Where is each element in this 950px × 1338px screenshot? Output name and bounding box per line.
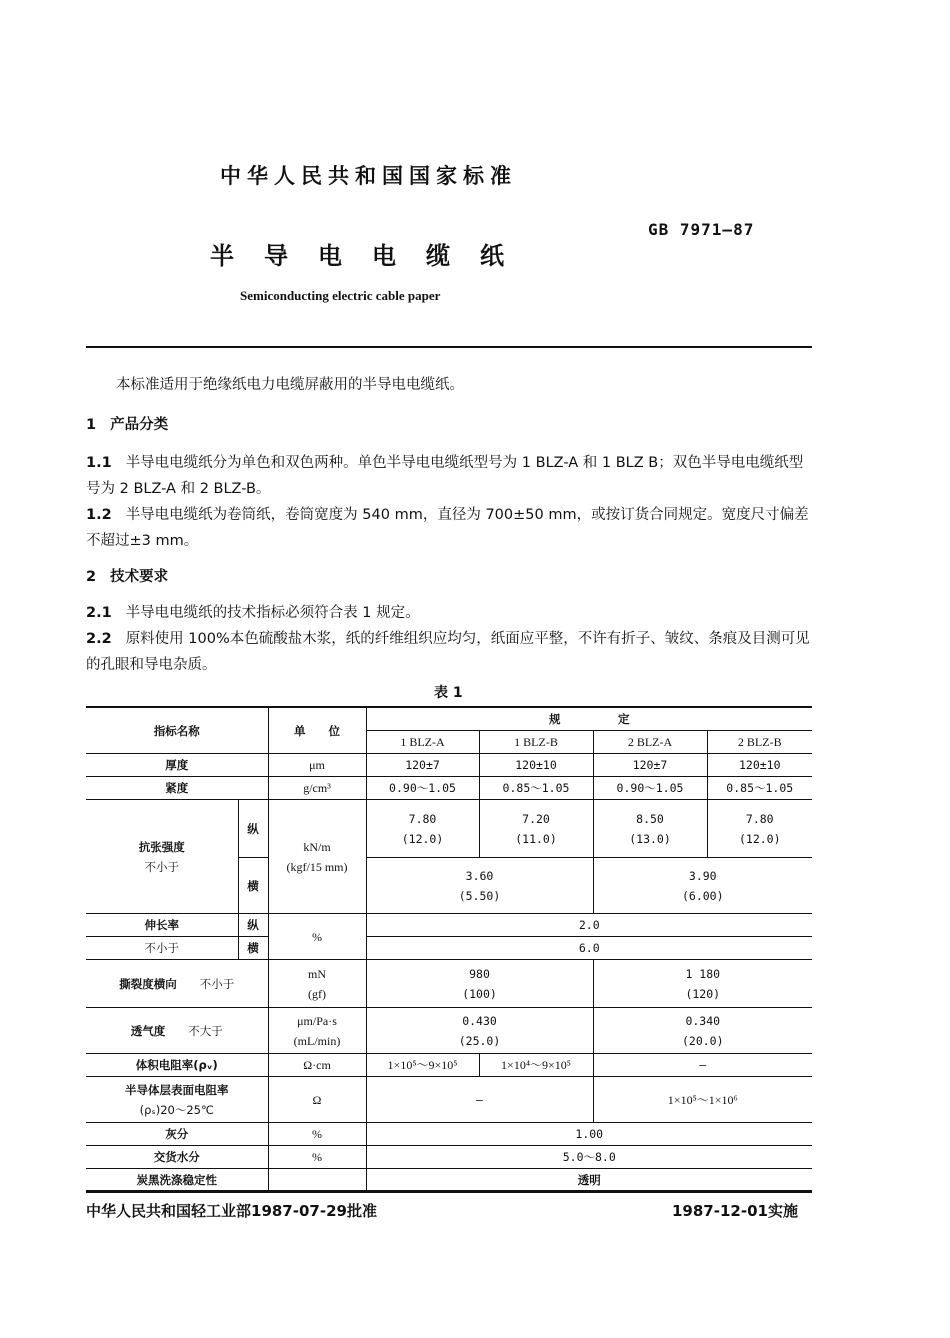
table-caption: 表 1 [434,685,463,701]
spec-table [86,706,812,1193]
table-cell: — [366,1077,593,1123]
row-label: 伸长率 [86,914,238,937]
clause-1-2 [86,502,814,554]
row-label [86,800,238,914]
model-1blz-b: 1 BLZ-B [479,731,593,754]
section-title: 技术要求 [110,569,169,585]
title-english: Semiconducting electric cable paper [240,288,441,303]
clause-text: 半导电电缆纸分为单色和双色两种。单色半导电电缆纸型号为 1 BLZ-A 和 1 BLZ B；双色半导电电缆纸型号为 2 BLZ-A 和 2 BLZ-B。 [86,455,804,497]
table-cell: 8.50 (13.0) [593,800,707,858]
row-unit [268,800,366,914]
table-cell: 1.00 [366,1123,812,1146]
table-row [86,777,812,800]
row-unit: Ω [268,1077,366,1123]
row-unit: mN (gf) [268,960,366,1008]
table-cell: 透明 [366,1169,812,1193]
table-cell: 0.340 (20.0) [593,1008,812,1054]
national-standard-heading: 中华人民共和国国家标准 [220,164,517,188]
table-cell: 2.0 [366,914,812,937]
row-label: 透气度 不大于 [86,1008,268,1054]
clause-text: 原料使用 100%本色硫酸盐木浆，纸的纤维组织应均匀，纸面应平整，不许有折子、皱纹、条痕及目测可见的孔眼和导电杂质。 [86,631,810,673]
row-label: 灰分 [86,1123,268,1146]
row-unit [268,1169,366,1193]
clause-number: 2.2 [86,631,112,647]
model-1blz-a: 1 BLZ-A [366,731,479,754]
effective-date: 1987-12-01实施 [672,1202,798,1220]
row-label-qualifier: 不小于 [86,937,238,960]
unit-secondary: (kgf/15 mm) [286,859,348,874]
table-row [86,960,812,1008]
table-cell: 0.90～1.05 [593,777,707,800]
row-label: 体积电阻率(ρᵥ) [86,1054,268,1077]
table-row [86,1123,812,1146]
table-cell: 7.20 (11.0) [479,800,593,858]
row-unit: % [268,914,366,960]
clause-number: 1.1 [86,455,112,471]
table-row [86,754,812,777]
row-unit: % [268,1123,366,1146]
model-2blz-b: 2 BLZ-B [707,731,812,754]
table-row [86,1169,812,1193]
model-2blz-a: 2 BLZ-A [593,731,707,754]
section-title: 产品分类 [110,417,169,433]
direction-label: 纵 [238,800,268,858]
direction-label: 纵 [238,914,268,937]
approval-line: 中华人民共和国轻工业部1987-07-29批准 [86,1202,377,1220]
table-cell: 0.85～1.05 [707,777,812,800]
clause-text: 半导电电缆纸的技术指标必须符合表 1 规定。 [125,605,420,621]
table-row [86,1077,812,1123]
table-cell: 7.80 (12.0) [707,800,812,858]
table-cell: 7.80 (12.0) [366,800,479,858]
row-unit: μm [268,754,366,777]
table-cell: 3.90 (6.00) [593,858,812,914]
title-chinese: 半导电电缆纸 [210,242,534,270]
row-label: 半导体层表面电阻率 (ρₛ)20～25℃ [86,1077,268,1123]
table-cell: 120±7 [366,754,479,777]
unit-primary: kN/m [303,839,331,854]
table-row [86,1008,812,1054]
table-cell: 1 180 (120) [593,960,812,1008]
standard-number: GB 7971—87 [648,220,755,239]
table-cell: 120±7 [593,754,707,777]
section-2-heading [86,564,814,590]
section-1-heading [86,412,814,438]
table-cell: 0.85～1.05 [479,777,593,800]
section-number: 2 [86,569,97,585]
direction-label: 横 [238,937,268,960]
clause-number: 1.2 [86,507,112,523]
table-cell: — [593,1054,812,1077]
row-unit: Ω·cm [268,1054,366,1077]
row-label: 紧度 [86,777,268,800]
table-cell: 1×10⁵～9×10⁵ [366,1054,479,1077]
row-unit: μm/Pa·s (mL/min) [268,1008,366,1054]
table-cell: 3.60 (5.50) [366,858,593,914]
table-cell: 1×10⁵～1×10⁶ [593,1077,812,1123]
clause-2-1 [86,600,814,626]
table-cell: 0.430 (25.0) [366,1008,593,1054]
footer-rule [86,1190,812,1192]
row-label: 交货水分 [86,1146,268,1169]
row-label-qualifier: 不小于 [144,859,179,874]
table-cell: 5.0～8.0 [366,1146,812,1169]
table-cell: 120±10 [479,754,593,777]
clause-number: 2.1 [86,605,112,621]
clause-text: 半导电电缆纸为卷筒纸，卷筒宽度为 540 mm，直径为 700±50 mm，或按订货合同规定。宽度尺寸偏差不超过±3 mm。 [86,507,809,549]
table-row [86,800,812,858]
section-number: 1 [86,417,97,433]
row-label: 厚度 [86,754,268,777]
header-spec: 规 定 [366,707,812,731]
intro-paragraph: 本标准适用于绝缘纸电力电缆屏蔽用的半导电电缆纸。 [116,377,464,393]
header-name: 指标名称 [86,707,268,754]
row-label: 撕裂度横向 不小于 [86,960,268,1008]
table-row [86,1146,812,1169]
table-cell: 120±10 [707,754,812,777]
table-header-row [86,707,812,731]
row-unit: % [268,1146,366,1169]
row-label: 炭黑洗涤稳定性 [86,1169,268,1193]
direction-label: 横 [238,858,268,914]
table-cell: 6.0 [366,937,812,960]
table-cell: 980 (100) [366,960,593,1008]
table-row [86,1054,812,1077]
table-row [86,914,812,937]
header-rule [86,346,812,348]
header-unit: 单 位 [268,707,366,754]
row-unit: g/cm³ [268,777,366,800]
clause-1-1 [86,450,814,502]
table-cell: 1×10⁴～9×10⁵ [479,1054,593,1077]
clause-2-2 [86,626,814,678]
table-row [86,937,812,960]
table-cell: 0.90～1.05 [366,777,479,800]
row-label-main: 抗张强度 [138,839,185,854]
